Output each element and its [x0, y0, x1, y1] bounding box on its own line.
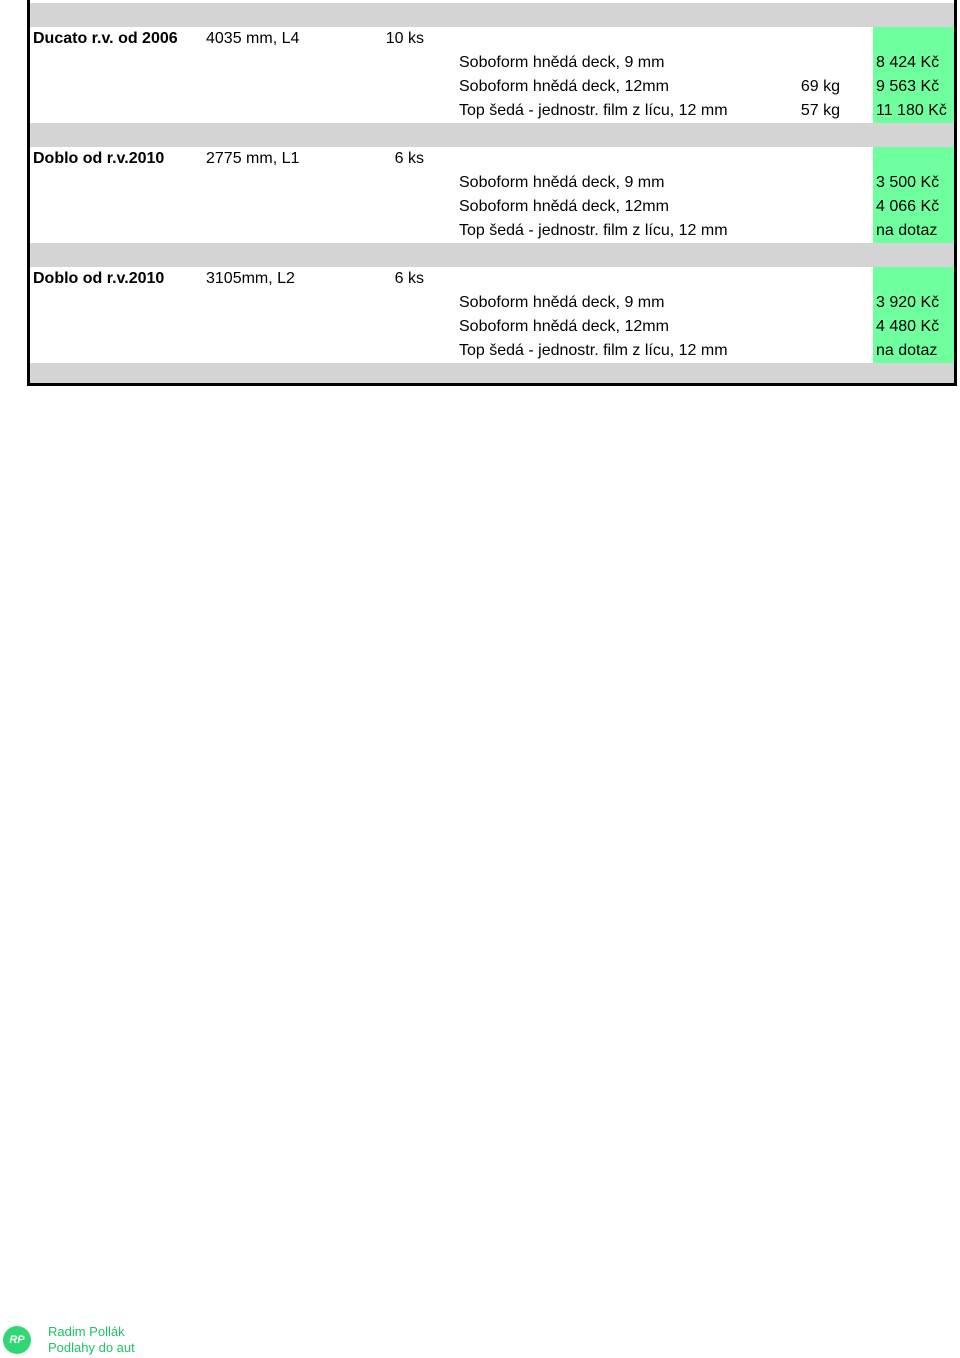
vehicle-length: 2775 mm, L1 [206, 150, 300, 167]
company-logo: RP [3, 1326, 31, 1354]
quantity: 6 ks [394, 270, 424, 287]
table-row [30, 195, 954, 219]
material: Top šedá - jednostr. film z lícu, 12 mm [459, 222, 728, 239]
material: Soboform hnědá deck, 12mm [459, 78, 669, 95]
table-row [30, 315, 954, 339]
vehicle-model: Ducato r.v. od 2006 [33, 30, 178, 47]
table-row [30, 339, 954, 363]
material: Soboform hnědá deck, 9 mm [459, 294, 665, 311]
quantity: 10 ks [385, 30, 424, 47]
separator-row [30, 363, 954, 383]
separator-row [30, 243, 954, 267]
price-table [27, 0, 957, 386]
weight [790, 51, 840, 75]
material: Top šedá - jednostr. film z lícu, 12 mm [459, 342, 728, 359]
vehicle-length: 4035 mm, L4 [206, 30, 300, 47]
table-row [30, 99, 954, 123]
table-row [30, 27, 954, 51]
price: 9 563 Kč [876, 78, 940, 95]
vehicle-length: 3105mm, L2 [206, 270, 295, 287]
quantity: 6 ks [394, 150, 424, 167]
table-row [30, 267, 954, 291]
price: na dotaz [876, 222, 938, 239]
price: 8 424 Kč [876, 54, 940, 71]
price: 11 180 Kč [876, 102, 947, 119]
table-row [30, 75, 954, 99]
separator-row [30, 3, 954, 27]
material: Top šedá - jednostr. film z lícu, 12 mm [459, 102, 728, 119]
table-row [30, 171, 954, 195]
table-row [30, 147, 954, 171]
price: na dotaz [876, 342, 938, 359]
table-row [30, 219, 954, 243]
material: Soboform hnědá deck, 9 mm [459, 54, 665, 71]
price: 3 500 Kč [876, 174, 940, 191]
price: 4 066 Kč [876, 198, 940, 215]
material: Soboform hnědá deck, 9 mm [459, 174, 665, 191]
price: 3 920 Kč [876, 294, 940, 311]
table-row [30, 51, 954, 75]
material: Soboform hnědá deck, 12mm [459, 198, 669, 215]
footer [0, 1320, 160, 1358]
price: 4 480 Kč [876, 318, 940, 335]
company-name: Radim Pollák [48, 1324, 125, 1339]
company-tagline: Podlahy do aut [48, 1340, 135, 1355]
table-row [30, 291, 954, 315]
weight: 57 kg [800, 102, 840, 119]
vehicle-model: Doblo od r.v.2010 [33, 270, 165, 287]
separator-row [30, 123, 954, 147]
weight: 69 kg [800, 78, 840, 95]
vehicle-model: Doblo od r.v.2010 [33, 150, 165, 167]
material: Soboform hnědá deck, 12mm [459, 318, 669, 335]
